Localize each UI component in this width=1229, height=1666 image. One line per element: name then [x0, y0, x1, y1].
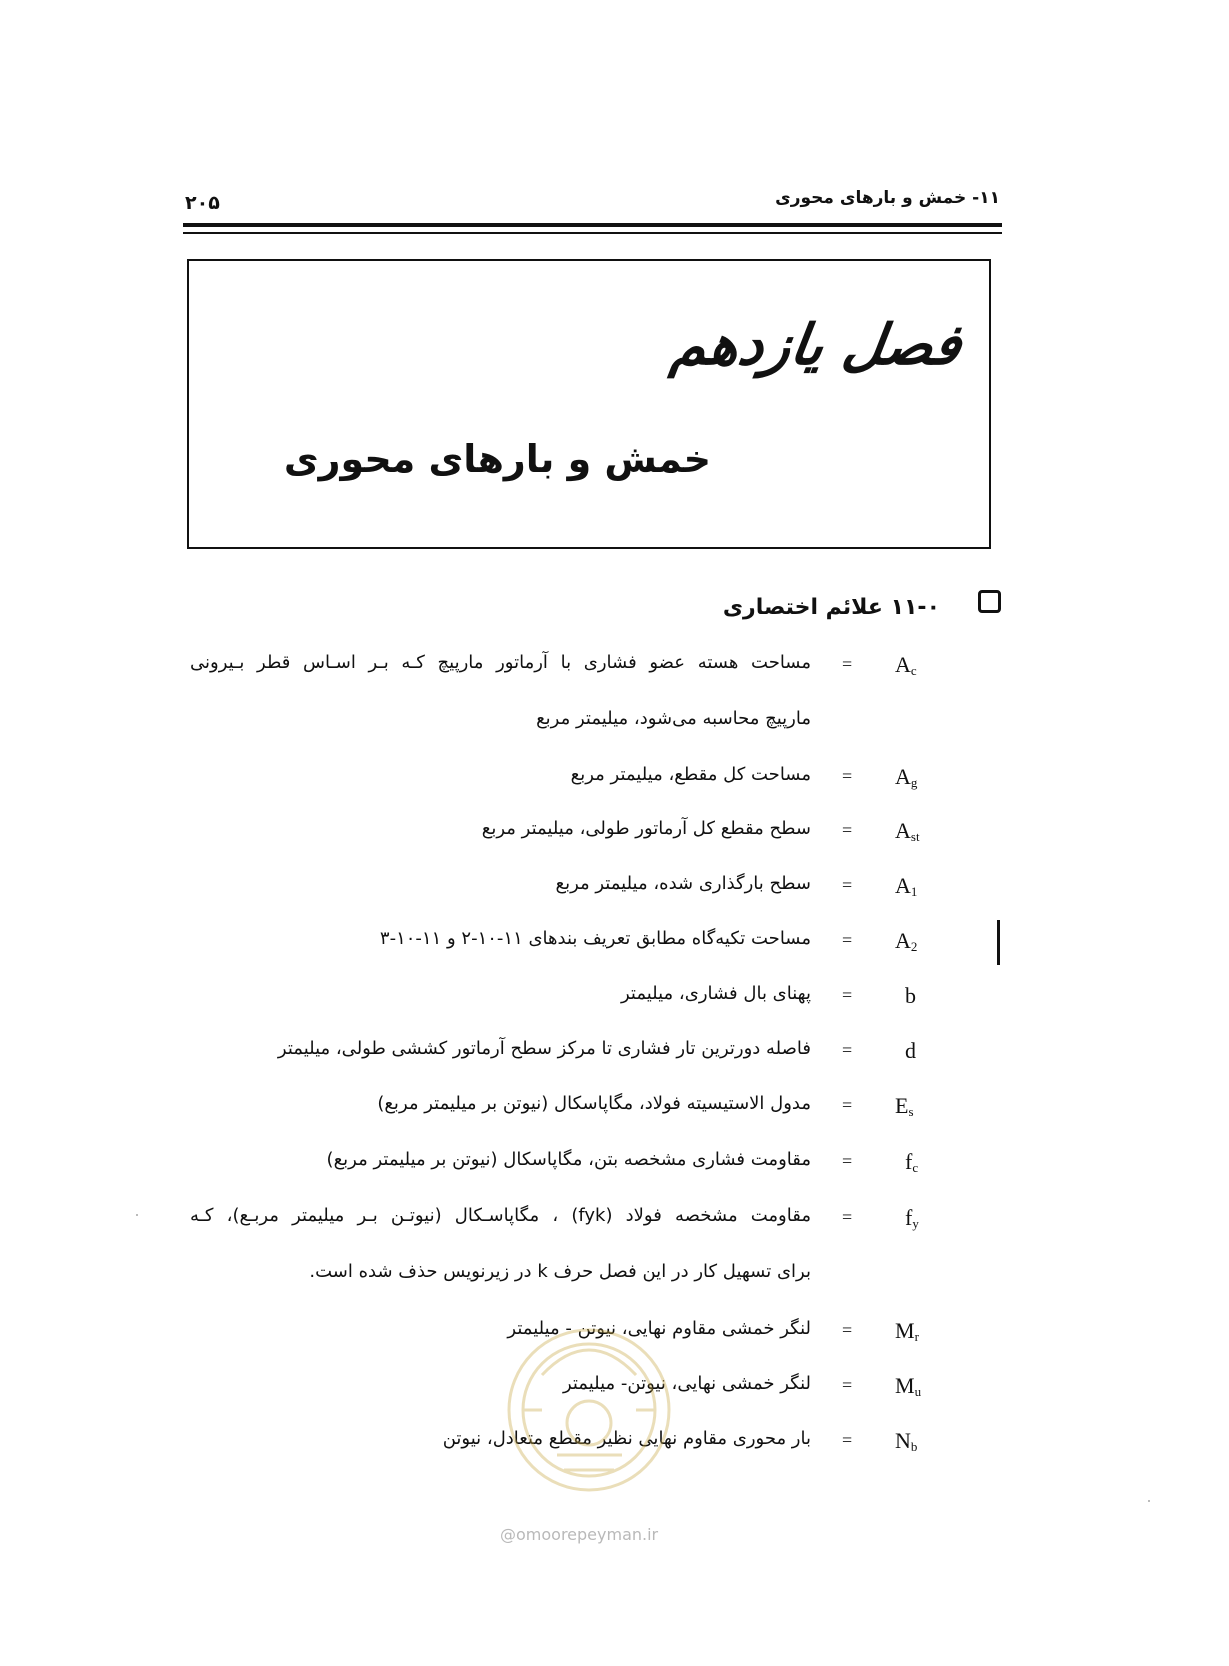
- symbol-definition: سطح مقطع کل آرماتور طولی، میلیمتر مربع: [481, 818, 811, 839]
- equals-sign: =: [842, 1430, 853, 1450]
- symbol-row: [0, 983, 1229, 1023]
- page-number: ۲۰۵: [185, 192, 220, 214]
- symbol: $A_g$: [895, 764, 918, 790]
- symbol-row: [0, 652, 1229, 729]
- symbol: $f_c$: [905, 1149, 919, 1175]
- scan-speck: [1148, 1500, 1150, 1502]
- scan-speck: [136, 1214, 138, 1216]
- equals-sign: =: [842, 1151, 853, 1171]
- symbol-definition: فاصله دورترین تار فشاری تا مرکز سطح آرماتور کششی طولی، میلیمتر: [277, 1038, 811, 1059]
- header-rule-thin: [183, 232, 1002, 234]
- symbol: b: [905, 983, 916, 1008]
- equals-sign: =: [842, 820, 853, 840]
- symbol: $M_r$: [895, 1318, 919, 1344]
- equals-sign: =: [842, 1207, 853, 1227]
- symbol-row: [0, 928, 1229, 968]
- symbol-row: [0, 873, 1229, 913]
- symbol-definition: بار محوری مقاوم نهایی نظیر مقطع متعادل، نیوتن: [442, 1428, 811, 1449]
- section-heading: ۱۱-۰ علائم اختصاری: [722, 595, 940, 620]
- symbol-row: [0, 1149, 1229, 1189]
- symbol-row: [0, 764, 1229, 804]
- equals-sign: =: [842, 930, 853, 950]
- equals-sign: =: [842, 1375, 853, 1395]
- running-title: ۱۱- خمش و بارهای محوری: [775, 188, 1000, 208]
- equals-sign: =: [842, 875, 853, 895]
- symbol-definition: مساحت کل مقطع، میلیمتر مربع: [570, 764, 811, 785]
- symbol: $A_c$: [895, 652, 917, 678]
- symbol: $A_2$: [895, 928, 918, 954]
- equals-sign: =: [842, 985, 853, 1005]
- watermark-url: @omoorepeyman.ir: [500, 1525, 659, 1544]
- equals-sign: =: [842, 1095, 853, 1115]
- chapter-number-label: فصل یازدهم: [667, 313, 966, 378]
- symbol-definition: لنگر خمشی نهایی، نیوتن- میلیمتر: [562, 1373, 811, 1394]
- symbol-definition: مساحت هسته عضو فشاری با آرماتور مارپیچ کـه بـر اسـاس قطر بـیرونی: [190, 652, 811, 673]
- symbol-definition: پهنای بال فشاری، میلیمتر: [620, 983, 811, 1004]
- symbol: $E_s$: [895, 1093, 914, 1119]
- symbol-definition: لنگر خمشی مقاوم نهایی، نیوتن - میلیمتر: [507, 1318, 811, 1339]
- chapter-title-box: [187, 259, 991, 549]
- header-rule-thick: [183, 223, 1002, 227]
- watermark-seal-icon: [502, 1305, 677, 1515]
- symbol-row: [0, 1038, 1229, 1078]
- symbol: $A_1$: [895, 873, 918, 899]
- section-checkbox-icon: [978, 590, 1001, 613]
- symbol: $M_u$: [895, 1373, 922, 1399]
- symbol: $A_{st}$: [895, 818, 920, 844]
- symbol: $N_b$: [895, 1428, 918, 1454]
- symbol-definition: سطح بارگذاری شده، میلیمتر مربع: [555, 873, 811, 894]
- symbol-row: [0, 818, 1229, 858]
- symbol-row: [0, 1093, 1229, 1133]
- symbol-definition-continued: مارپیچ محاسبه می‌شود، میلیمتر مربع: [536, 708, 811, 729]
- equals-sign: =: [842, 766, 853, 786]
- equals-sign: =: [842, 654, 853, 674]
- equals-sign: =: [842, 1040, 853, 1060]
- equals-sign: =: [842, 1320, 853, 1340]
- symbol: d: [905, 1038, 916, 1063]
- symbol-definition: مدول الاستیسیته فولاد، مگاپاسکال (نیوتن بر میلیمتر مربع): [377, 1093, 811, 1114]
- symbol-definition: مقاومت مشخصه فولاد (fyk) ، مگاپاسـکال (نیوتـن بـر میلیمتر مربـع)، کـه: [190, 1205, 811, 1226]
- symbol-definition: مساحت تکیه‌گاه مطابق تعریف بندهای ۱۱-۱۰-۲ و ۱۱-۱۰-۳: [379, 928, 811, 949]
- symbol-definition: مقاومت فشاری مشخصه بتن، مگاپاسکال (نیوتن بر میلیمتر مربع): [326, 1149, 811, 1170]
- symbol-definition-continued: برای تسهیل کار در این فصل حرف k در زیرنویس حذف شده است.: [309, 1261, 811, 1282]
- chapter-title: خمش و بارهای محوری: [283, 437, 711, 481]
- margin-change-bar: [997, 920, 1000, 965]
- symbol: $f_y$: [905, 1205, 919, 1231]
- symbol-row: [0, 1205, 1229, 1282]
